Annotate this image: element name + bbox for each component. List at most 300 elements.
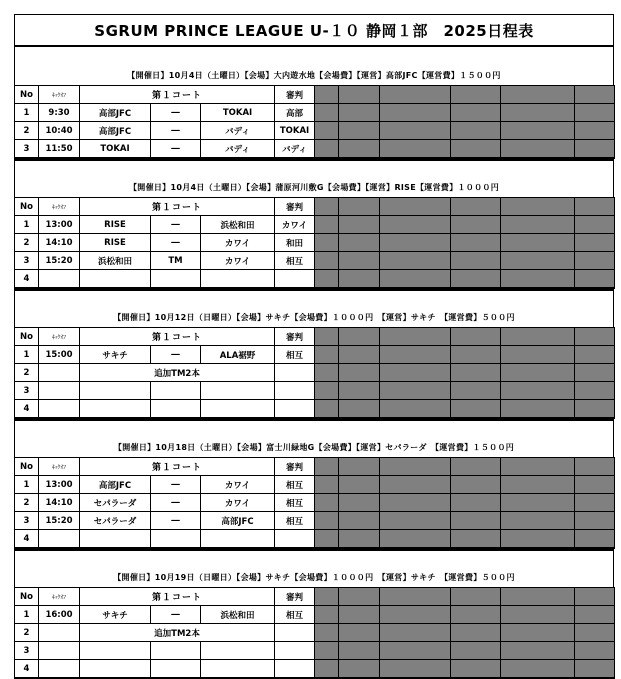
table-row: [15, 270, 615, 289]
schedule-blocks: [14, 47, 614, 679]
no-header: No: [15, 198, 39, 216]
court2-empty-cell: [501, 624, 575, 642]
referee: 相互: [275, 606, 315, 624]
court2-empty-cell: [501, 252, 575, 270]
versus-mark: ―: [151, 122, 201, 140]
match-no: 1: [15, 606, 39, 624]
block-gap: [14, 549, 614, 567]
away-team: [201, 660, 275, 679]
away-team: 高部JFC: [201, 512, 275, 530]
court2-empty-cell: [575, 458, 615, 476]
match-no: 1: [15, 104, 39, 122]
away-team: ALA裾野: [201, 346, 275, 364]
court2-empty-cell: [380, 198, 451, 216]
no-header: No: [15, 328, 39, 346]
referee: 相互: [275, 512, 315, 530]
kickoff-header: ｷｯｸｵﾌ: [39, 458, 80, 476]
court2-empty-cell: [451, 642, 501, 660]
match-no: 4: [15, 530, 39, 549]
court2-empty-cell: [451, 476, 501, 494]
versus-mark: ―: [151, 234, 201, 252]
table-row: [15, 476, 615, 494]
versus-mark: ―: [151, 346, 201, 364]
referee: 相互: [275, 476, 315, 494]
court2-empty-cell: [315, 234, 339, 252]
court2-empty-cell: [451, 458, 501, 476]
court2-empty-cell: [339, 588, 380, 606]
court2-empty-cell: [501, 216, 575, 234]
court2-empty-cell: [575, 588, 615, 606]
court2-empty-cell: [339, 198, 380, 216]
court2-empty-cell: [339, 530, 380, 549]
match-note: 追加TM2本: [80, 364, 275, 382]
court2-empty-cell: [315, 660, 339, 679]
court2-empty-cell: [380, 660, 451, 679]
page-title: SGRUM PRINCE LEAGUE U-１０ 静岡１部 2025日程表: [14, 14, 614, 47]
court2-empty-cell: [315, 270, 339, 289]
court2-empty-cell: [501, 346, 575, 364]
home-team: 浜松和田: [80, 252, 151, 270]
court2-empty-cell: [380, 624, 451, 642]
court2-empty-cell: [339, 458, 380, 476]
kickoff-header: ｷｯｸｵﾌ: [39, 588, 80, 606]
kickoff-time: [39, 400, 80, 419]
away-team: バディ: [201, 140, 275, 159]
court2-empty-cell: [315, 104, 339, 122]
away-team: [201, 382, 275, 400]
court2-empty-cell: [501, 530, 575, 549]
home-team: 高部JFC: [80, 104, 151, 122]
kickoff-time: [39, 642, 80, 660]
court2-empty-cell: [339, 624, 380, 642]
home-team: [80, 530, 151, 549]
home-team: サキチ: [80, 606, 151, 624]
away-team: 浜松和田: [201, 216, 275, 234]
match-no: 2: [15, 624, 39, 642]
kickoff-time: 13:00: [39, 476, 80, 494]
court2-empty-cell: [451, 624, 501, 642]
versus-mark: TM: [151, 252, 201, 270]
home-team: セパラーダ: [80, 512, 151, 530]
court2-empty-cell: [315, 122, 339, 140]
block-gap: [14, 419, 614, 437]
court2-empty-cell: [380, 530, 451, 549]
court2-empty-cell: [380, 86, 451, 104]
referee: [275, 660, 315, 679]
court2-empty-cell: [575, 328, 615, 346]
table-row: [15, 642, 615, 660]
match-no: 3: [15, 252, 39, 270]
court2-empty-cell: [451, 216, 501, 234]
match-table: [14, 85, 615, 159]
court-header: 第１コート: [80, 328, 275, 346]
kickoff-time: [39, 624, 80, 642]
referee: 相互: [275, 494, 315, 512]
away-team: カワイ: [201, 252, 275, 270]
court2-empty-cell: [501, 494, 575, 512]
court2-empty-cell: [339, 216, 380, 234]
match-no: 1: [15, 346, 39, 364]
referee-header: 審判: [275, 588, 315, 606]
court2-empty-cell: [380, 346, 451, 364]
home-team: セパラーダ: [80, 494, 151, 512]
court2-empty-cell: [380, 606, 451, 624]
court2-empty-cell: [315, 512, 339, 530]
match-table: [14, 197, 615, 289]
court2-empty-cell: [451, 104, 501, 122]
court2-empty-cell: [575, 400, 615, 419]
kickoff-time: [39, 382, 80, 400]
kickoff-header: ｷｯｸｵﾌ: [39, 86, 80, 104]
match-no: 2: [15, 364, 39, 382]
court2-empty-cell: [380, 512, 451, 530]
home-team: RISE: [80, 216, 151, 234]
court2-empty-cell: [380, 270, 451, 289]
table-row: [15, 400, 615, 419]
court2-empty-cell: [575, 476, 615, 494]
table-row: [15, 346, 615, 364]
table-row: [15, 494, 615, 512]
court2-empty-cell: [339, 476, 380, 494]
court2-empty-cell: [501, 588, 575, 606]
court2-empty-cell: [501, 198, 575, 216]
away-team: [201, 642, 275, 660]
versus-mark: ―: [151, 476, 201, 494]
court2-empty-cell: [380, 642, 451, 660]
court2-empty-cell: [339, 382, 380, 400]
away-team: [201, 270, 275, 289]
court2-empty-cell: [451, 252, 501, 270]
match-day-info: 【開催日】10月4日（土曜日）【会場】大内遊水地【会場費】【運営】高部JFC【運営費】１５００円: [127, 70, 501, 80]
court2-empty-cell: [315, 140, 339, 159]
referee: [275, 624, 315, 642]
versus-mark: [151, 530, 201, 549]
kickoff-header: ｷｯｸｵﾌ: [39, 328, 80, 346]
court2-empty-cell: [451, 328, 501, 346]
referee: [275, 400, 315, 419]
court2-empty-cell: [501, 104, 575, 122]
court2-empty-cell: [575, 512, 615, 530]
court-header: 第１コート: [80, 198, 275, 216]
away-team: カワイ: [201, 234, 275, 252]
court2-empty-cell: [575, 122, 615, 140]
table-row: [15, 660, 615, 679]
court2-empty-cell: [315, 252, 339, 270]
court2-empty-cell: [575, 270, 615, 289]
court2-empty-cell: [315, 476, 339, 494]
versus-mark: ―: [151, 512, 201, 530]
court2-empty-cell: [339, 86, 380, 104]
kickoff-time: 9:30: [39, 104, 80, 122]
court2-empty-cell: [575, 642, 615, 660]
court-header: 第１コート: [80, 86, 275, 104]
court2-empty-cell: [380, 328, 451, 346]
schedule-sheet: [14, 14, 614, 679]
court2-empty-cell: [501, 476, 575, 494]
no-header: No: [15, 86, 39, 104]
court2-empty-cell: [315, 382, 339, 400]
court2-empty-cell: [575, 606, 615, 624]
court2-empty-cell: [380, 216, 451, 234]
court2-empty-cell: [501, 400, 575, 419]
court2-empty-cell: [380, 476, 451, 494]
court2-empty-cell: [339, 494, 380, 512]
referee: 高部: [275, 104, 315, 122]
match-no: 3: [15, 642, 39, 660]
home-team: [80, 642, 151, 660]
court2-empty-cell: [575, 624, 615, 642]
match-no: 4: [15, 400, 39, 419]
kickoff-header: ｷｯｸｵﾌ: [39, 198, 80, 216]
court2-empty-cell: [451, 494, 501, 512]
court2-empty-cell: [380, 382, 451, 400]
match-no: 3: [15, 382, 39, 400]
no-header: No: [15, 458, 39, 476]
kickoff-time: 11:50: [39, 140, 80, 159]
kickoff-time: [39, 364, 80, 382]
block-gap: [14, 47, 614, 65]
match-day-block: [14, 177, 614, 197]
match-day-block: [14, 65, 614, 85]
court2-empty-cell: [339, 270, 380, 289]
match-no: 3: [15, 140, 39, 159]
table-row: [15, 364, 615, 382]
court2-empty-cell: [575, 234, 615, 252]
table-row: [15, 606, 615, 624]
court2-empty-cell: [380, 364, 451, 382]
court2-empty-cell: [315, 624, 339, 642]
court2-empty-cell: [315, 606, 339, 624]
referee: TOKAI: [275, 122, 315, 140]
court2-empty-cell: [575, 346, 615, 364]
court2-empty-cell: [380, 458, 451, 476]
table-header-row: [15, 86, 615, 104]
match-table: [14, 327, 615, 419]
court2-empty-cell: [501, 140, 575, 159]
home-team: RISE: [80, 234, 151, 252]
referee: 和田: [275, 234, 315, 252]
court2-empty-cell: [380, 252, 451, 270]
court2-empty-cell: [380, 494, 451, 512]
referee: 相互: [275, 346, 315, 364]
away-team: TOKAI: [201, 104, 275, 122]
referee: バディ: [275, 140, 315, 159]
court2-empty-cell: [380, 234, 451, 252]
match-no: 4: [15, 660, 39, 679]
referee: [275, 364, 315, 382]
table-row: [15, 140, 615, 159]
court2-empty-cell: [501, 642, 575, 660]
court2-empty-cell: [315, 588, 339, 606]
versus-mark: [151, 382, 201, 400]
court2-empty-cell: [451, 660, 501, 679]
court2-empty-cell: [451, 588, 501, 606]
table-row: [15, 512, 615, 530]
referee-header: 審判: [275, 86, 315, 104]
kickoff-time: [39, 270, 80, 289]
match-note: 追加TM2本: [80, 624, 275, 642]
court2-empty-cell: [315, 328, 339, 346]
match-no: 2: [15, 234, 39, 252]
match-day-block: [14, 567, 614, 587]
court2-empty-cell: [339, 364, 380, 382]
versus-mark: [151, 400, 201, 419]
versus-mark: ―: [151, 494, 201, 512]
court2-empty-cell: [451, 86, 501, 104]
match-no: 2: [15, 122, 39, 140]
court2-empty-cell: [575, 140, 615, 159]
court2-empty-cell: [575, 494, 615, 512]
court2-empty-cell: [339, 234, 380, 252]
referee-header: 審判: [275, 198, 315, 216]
court2-empty-cell: [339, 606, 380, 624]
match-table: [14, 587, 615, 679]
away-team: [201, 530, 275, 549]
versus-mark: ―: [151, 606, 201, 624]
court2-empty-cell: [501, 512, 575, 530]
match-day-info: 【開催日】10月19日（日曜日）【会場】サキチ【会場費】１０００円 【運営】サキチ 【運営費】５００円: [113, 572, 515, 582]
kickoff-time: [39, 530, 80, 549]
court2-empty-cell: [501, 458, 575, 476]
court2-empty-cell: [575, 198, 615, 216]
table-row: [15, 624, 615, 642]
court2-empty-cell: [451, 140, 501, 159]
table-row: [15, 252, 615, 270]
versus-mark: [151, 642, 201, 660]
away-team: カワイ: [201, 494, 275, 512]
kickoff-time: 10:40: [39, 122, 80, 140]
table-header-row: [15, 588, 615, 606]
court2-empty-cell: [380, 140, 451, 159]
home-team: 高部JFC: [80, 122, 151, 140]
court2-empty-cell: [315, 642, 339, 660]
court2-empty-cell: [451, 198, 501, 216]
home-team: [80, 270, 151, 289]
referee: カワイ: [275, 216, 315, 234]
court2-empty-cell: [315, 364, 339, 382]
home-team: TOKAI: [80, 140, 151, 159]
home-team: [80, 400, 151, 419]
table-header-row: [15, 458, 615, 476]
table-row: [15, 530, 615, 549]
court2-empty-cell: [451, 400, 501, 419]
referee: 相互: [275, 252, 315, 270]
court2-empty-cell: [451, 606, 501, 624]
match-no: 4: [15, 270, 39, 289]
versus-mark: ―: [151, 104, 201, 122]
kickoff-time: 15:20: [39, 252, 80, 270]
court2-empty-cell: [501, 234, 575, 252]
home-team: [80, 660, 151, 679]
kickoff-time: 15:00: [39, 346, 80, 364]
kickoff-time: 14:10: [39, 234, 80, 252]
away-team: バディ: [201, 122, 275, 140]
kickoff-time: 15:20: [39, 512, 80, 530]
versus-mark: ―: [151, 216, 201, 234]
versus-mark: [151, 660, 201, 679]
court2-empty-cell: [315, 458, 339, 476]
court2-empty-cell: [315, 400, 339, 419]
court2-empty-cell: [380, 122, 451, 140]
court2-empty-cell: [575, 252, 615, 270]
court2-empty-cell: [315, 198, 339, 216]
home-team: [80, 382, 151, 400]
court2-empty-cell: [339, 122, 380, 140]
referee: [275, 382, 315, 400]
court2-empty-cell: [451, 530, 501, 549]
away-team: 浜松和田: [201, 606, 275, 624]
kickoff-time: [39, 660, 80, 679]
block-gap: [14, 289, 614, 307]
court2-empty-cell: [501, 606, 575, 624]
match-table: [14, 457, 615, 549]
court2-empty-cell: [575, 104, 615, 122]
match-no: 3: [15, 512, 39, 530]
court2-empty-cell: [575, 364, 615, 382]
table-row: [15, 122, 615, 140]
home-team: サキチ: [80, 346, 151, 364]
court2-empty-cell: [501, 382, 575, 400]
court2-empty-cell: [339, 140, 380, 159]
versus-mark: ―: [151, 140, 201, 159]
court2-empty-cell: [315, 86, 339, 104]
court2-empty-cell: [315, 494, 339, 512]
kickoff-time: 14:10: [39, 494, 80, 512]
no-header: No: [15, 588, 39, 606]
referee: [275, 270, 315, 289]
court2-empty-cell: [339, 660, 380, 679]
court2-empty-cell: [339, 512, 380, 530]
court2-empty-cell: [451, 270, 501, 289]
court2-empty-cell: [315, 216, 339, 234]
court2-empty-cell: [575, 660, 615, 679]
match-no: 1: [15, 476, 39, 494]
court2-empty-cell: [501, 660, 575, 679]
court2-empty-cell: [501, 122, 575, 140]
versus-mark: [151, 270, 201, 289]
table-header-row: [15, 198, 615, 216]
court2-empty-cell: [315, 346, 339, 364]
court2-empty-cell: [339, 642, 380, 660]
referee: [275, 530, 315, 549]
match-no: 1: [15, 216, 39, 234]
kickoff-time: 13:00: [39, 216, 80, 234]
court2-empty-cell: [380, 588, 451, 606]
match-day-info: 【開催日】10月18日（土曜日）【会場】富士川緑地G【会場費】【運営】セパラーダ 【運営費】１５００円: [113, 442, 515, 452]
court2-empty-cell: [339, 346, 380, 364]
court2-empty-cell: [501, 328, 575, 346]
home-team: 高部JFC: [80, 476, 151, 494]
match-day-info: 【開催日】10月12日（日曜日）【会場】サキチ【会場費】１０００円 【運営】サキチ 【運営費】５００円: [113, 312, 515, 322]
table-header-row: [15, 328, 615, 346]
court2-empty-cell: [451, 512, 501, 530]
court2-empty-cell: [339, 400, 380, 419]
court2-empty-cell: [451, 346, 501, 364]
court2-empty-cell: [339, 104, 380, 122]
court2-empty-cell: [501, 270, 575, 289]
match-day-block: [14, 307, 614, 327]
court2-empty-cell: [575, 216, 615, 234]
court2-empty-cell: [575, 530, 615, 549]
court2-empty-cell: [451, 122, 501, 140]
match-day-block: [14, 437, 614, 457]
court2-empty-cell: [380, 104, 451, 122]
court2-empty-cell: [451, 234, 501, 252]
match-no: 2: [15, 494, 39, 512]
table-row: [15, 234, 615, 252]
match-day-info: 【開催日】10月4日（土曜日）【会場】蒲原河川敷G【会場費】【運営】RISE【運営費】１０００円: [128, 182, 500, 192]
court2-empty-cell: [501, 86, 575, 104]
